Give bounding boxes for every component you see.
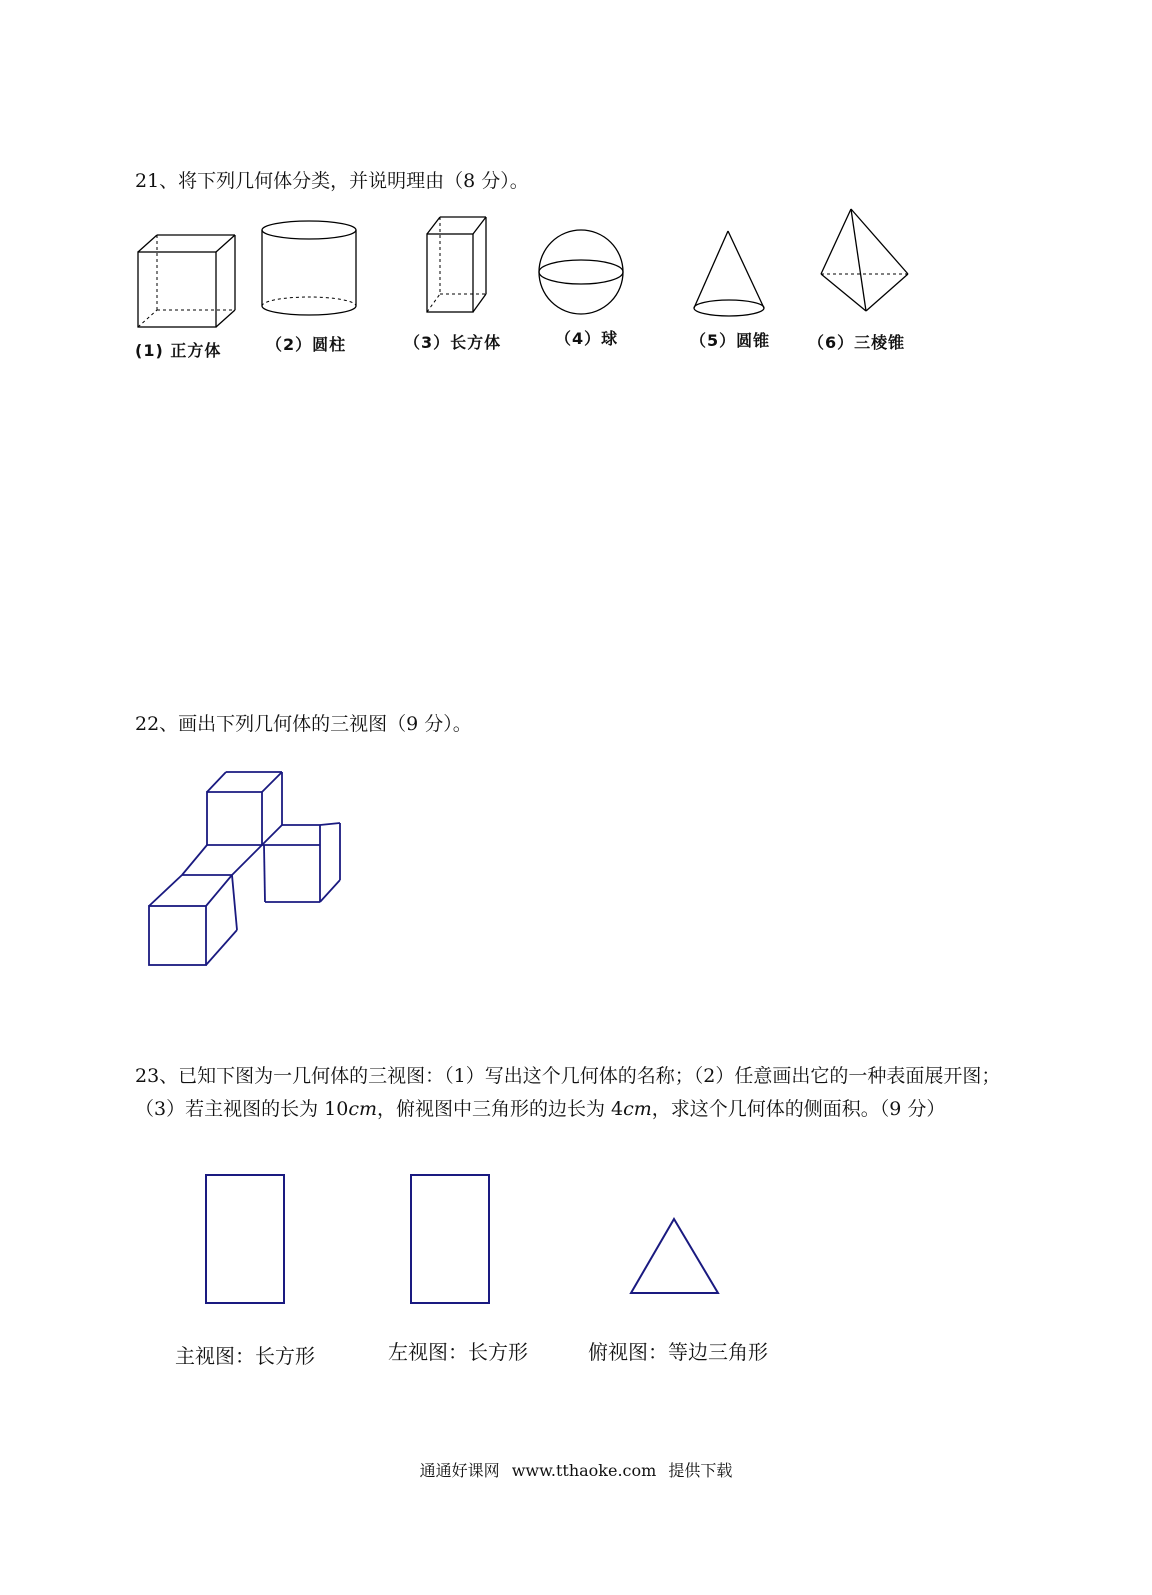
- label-cylinder: （2）圆柱: [266, 335, 347, 354]
- question-23-text: 23、已知下图为一几何体的三视图：（1）写出这个几何体的名称；（2）任意画出它的一种表面展开图；（3）若主视图的长为 10cm，俯视图中三角形的边长为 4cm，求这个几何体的侧面积。（9 分）: [135, 1065, 1001, 1120]
- label-triangular-pyramid: （6）三棱锥: [808, 333, 906, 352]
- top-view-triangle: [628, 1216, 722, 1298]
- unit-cm-2: cm: [623, 1098, 652, 1120]
- cone-figure: [690, 228, 770, 320]
- footer-site: 通通好课网: [419, 1461, 500, 1480]
- question-21-text: 21、将下列几何体分类，并说明理由（8 分）。: [135, 170, 529, 192]
- unit-cm-1: cm: [348, 1098, 377, 1120]
- cylinder-figure: [258, 218, 360, 320]
- label-sphere: （4）球: [555, 329, 619, 348]
- label-cube: (1) 正方体: [135, 341, 222, 360]
- caption-left-view: 左视图：长方形: [388, 1340, 528, 1364]
- caption-front-view: 主视图：长方形: [175, 1344, 315, 1368]
- question-22-text: 22、画出下列几何体的三视图（9 分）。: [135, 713, 472, 735]
- footer-suffix: 提供下载: [668, 1461, 733, 1480]
- footer-url[interactable]: www.tthaoke.com: [511, 1461, 657, 1480]
- cube-stack-figure: [140, 765, 350, 975]
- label-cone: （5）圆锥: [690, 331, 771, 350]
- left-view-rectangle: [409, 1173, 493, 1307]
- cuboid-figure: [424, 214, 490, 316]
- label-cuboid: （3）长方体: [404, 333, 502, 352]
- caption-top-view: 俯视图：等边三角形: [588, 1340, 768, 1364]
- sphere-figure: [535, 226, 627, 318]
- front-view-rectangle: [204, 1173, 288, 1307]
- footer: [0, 1458, 1152, 1481]
- triangular-pyramid-figure: [818, 206, 912, 316]
- cube-figure: [135, 232, 240, 332]
